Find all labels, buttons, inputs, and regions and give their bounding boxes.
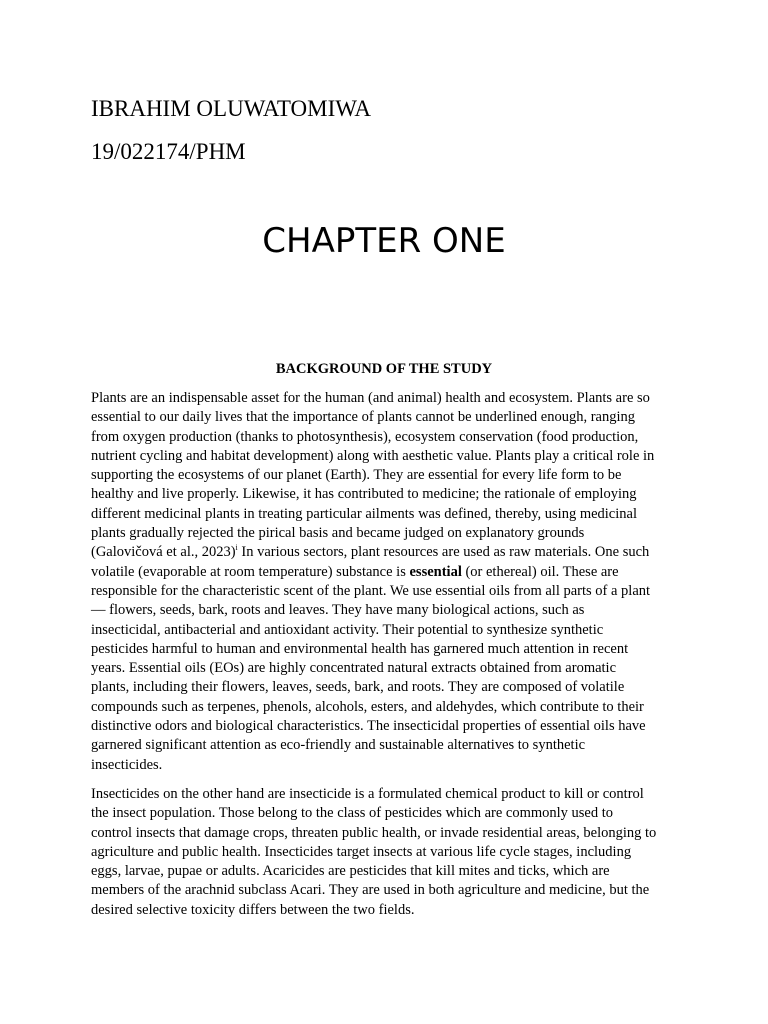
text-line: garnered significant attention as eco-friendly and sustainable alternatives to synthetic [91, 737, 586, 754]
text-line: insecticidal, antibacterial and antioxidant activity. Their potential to synthesize synthetic [91, 621, 604, 638]
text-line: Insecticides on the other hand are insecticide is a formulated chemical product to kill or control [91, 786, 644, 802]
text-line: years. Essential oils (EOs) are highly concentrated natural extracts obtained from aromatic [91, 660, 617, 677]
citation: (Galovičová et al., 2023) [91, 544, 236, 561]
text-line: the insect population. Those belong to the class of pesticides which are commonly used to [91, 805, 614, 822]
author-name: IBRAHIM OLUWATOMIWA [91, 96, 372, 121]
text-line: essential to our daily lives that the importance of plants cannot be underlined enough, ranging [91, 409, 636, 426]
text-line: from oxygen production (thanks to photosynthesis), ecosystem conservation (food production, [91, 428, 639, 445]
text-line: plants, including their flowers, leaves, seeds, bark, and roots. They are composed of volatile [91, 679, 625, 696]
text-line: supporting the ecosystems of our planet (Earth). They are essential for every life form to be [91, 467, 622, 484]
text-line: desired selective toxicity differs between the two fields. [91, 901, 415, 918]
text-segment: In various sectors, plant resources are used as raw materials. One such [237, 544, 650, 561]
text-line: different medicinal plants in treating particular ailments was defined, thereby, using medicinal [91, 505, 637, 522]
text-line: agriculture and public health. Insecticides target insects at various life cycle stages, including [91, 843, 632, 860]
citation-line [91, 543, 691, 562]
student-id: 19/022174/PHM [91, 139, 246, 164]
text-line: insecticides. [91, 756, 163, 773]
text-line: healthy and live properly. Likewise, it has contributed to medicine; the rationale of employing [91, 486, 637, 503]
text-line: Plants are an indispensable asset for the human (and animal) health and ecosystem. Plants are so [91, 390, 650, 406]
text-segment: volatile (evaporable at room temperature) substance is [91, 563, 410, 580]
paragraph-background-1 [91, 389, 691, 775]
text-line: pesticides harmful to human and environmental health has garnered much attention in recent [91, 640, 629, 657]
chapter-title: CHAPTER ONE [262, 221, 506, 261]
bold-term: essential [409, 563, 462, 580]
text-line: members of the arachnid subclass Acari. They are used in both agriculture and medicine, but the [91, 882, 650, 899]
text-line: eggs, larvae, pupae or adults. Acaricides are pesticides that kill mites and ticks, which are [91, 863, 610, 880]
text-line: control insects that damage crops, threaten public health, or invade residential areas, belonging to [91, 824, 657, 841]
text-line: compounds such as terpenes, phenols, alcohols, esters, and aldehydes, which contribute to their [91, 698, 644, 715]
bold-term-line [91, 563, 691, 582]
text-segment: (or ethereal) oil. These are [461, 563, 619, 580]
text-line: responsible for the characteristic scent of the plant. We use essential oils from all parts of a plant [91, 582, 651, 599]
text-line: — flowers, seeds, bark, roots and leaves. They have many biological actions, such as [91, 602, 585, 619]
paragraph-insecticides [91, 785, 691, 920]
text-line: distinctive odors and biological characteristics. The insecticidal properties of essential oils have [91, 718, 646, 735]
text-line: plants gradually rejected the pirical basis and became judged on explanatory grounds [91, 525, 585, 542]
section-heading: BACKGROUND OF THE STUDY [275, 361, 493, 377]
citation-mark: i [235, 543, 238, 553]
text-line: nutrient cycling and habitat development) along with aesthetic value. Plants play a critical role in [91, 447, 655, 464]
